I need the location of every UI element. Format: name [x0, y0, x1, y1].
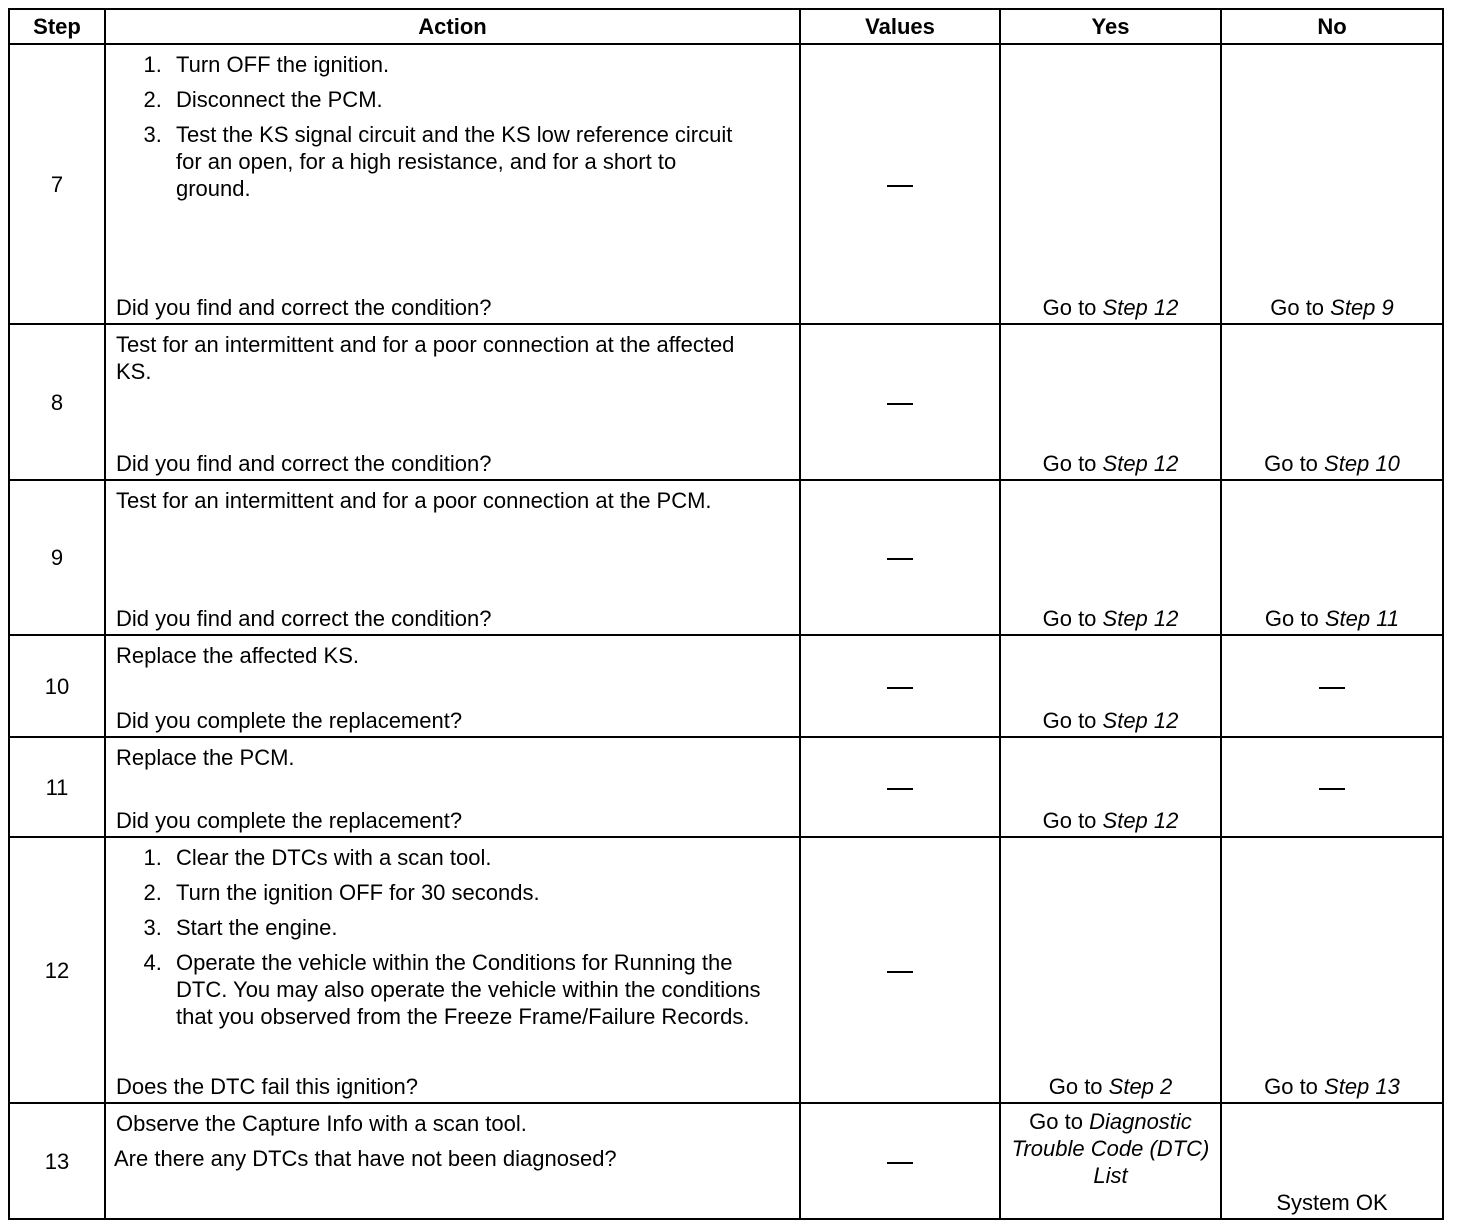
header-step: Step: [9, 9, 105, 44]
no-step-link[interactable]: Step 9: [1330, 295, 1394, 320]
action-question: Did you complete the replacement?: [116, 808, 463, 833]
table-row: [9, 837, 1443, 1103]
list-item: 2. Disconnect the PCM.: [168, 86, 789, 113]
no-cell: [1221, 737, 1443, 837]
table-row: [9, 44, 1443, 324]
no-prefix: Go to: [1264, 606, 1325, 631]
dash-mark: [887, 971, 913, 973]
header-no: No: [1221, 9, 1443, 44]
values-cell: [800, 480, 1000, 635]
dash-mark: [887, 403, 913, 405]
no-prefix: Go to: [1264, 1074, 1325, 1099]
yes-cell: [1000, 837, 1221, 1103]
no-step-link[interactable]: Step 13: [1324, 1074, 1400, 1099]
diagnostic-table: [8, 8, 1444, 1220]
list-item: 2. Turn the ignition OFF for 30 seconds.: [168, 879, 789, 906]
step-number: 11: [9, 737, 105, 837]
yes-step-link[interactable]: Step 12: [1102, 708, 1179, 733]
yes-step-link[interactable]: Step 12: [1102, 606, 1179, 631]
action-question: Did you find and correct the condition?: [116, 606, 492, 631]
action-text: Observe the Capture Info with a scan tool.: [116, 1111, 527, 1136]
no-step-link[interactable]: Step 11: [1324, 606, 1400, 631]
yes-step-link[interactable]: Step 12: [1102, 808, 1179, 833]
yes-cell: [1000, 44, 1221, 324]
yes-step-link[interactable]: Step 12: [1102, 295, 1179, 320]
table-row: [9, 635, 1443, 737]
table-row: [9, 1103, 1443, 1219]
dash-mark: [1319, 788, 1345, 790]
action-list: [116, 844, 789, 1030]
action-question: Did you complete the replacement?: [116, 708, 463, 733]
no-cell: [1221, 480, 1443, 635]
yes-cell: [1000, 1103, 1221, 1219]
action-text: Test for an intermittent and for a poor connection at the PCM.: [116, 488, 712, 513]
dash-mark: [887, 185, 913, 187]
yes-dtc-list-link[interactable]: Diagnostic Trouble Code (DTC) List: [1011, 1109, 1210, 1188]
dash-mark: [887, 788, 913, 790]
values-cell: [800, 1103, 1000, 1219]
header-values: Values: [800, 9, 1000, 44]
dash-mark: [887, 1162, 913, 1164]
action-text: Replace the affected KS.: [116, 643, 359, 668]
list-item: 1. Turn OFF the ignition.: [168, 51, 789, 78]
yes-cell: [1000, 324, 1221, 480]
system-ok-text: System OK: [1276, 1190, 1388, 1215]
list-item: 3. Test the KS signal circuit and the KS low reference circuit for an open, for a high resistance, and for a short to ground.: [168, 121, 749, 202]
action-cell: [105, 324, 800, 480]
yes-cell: [1000, 737, 1221, 837]
yes-step-link[interactable]: Step 2: [1108, 1074, 1173, 1099]
action-cell: [105, 737, 800, 837]
action-question: Does the DTC fail this ignition?: [116, 1074, 419, 1099]
no-cell: [1221, 837, 1443, 1103]
yes-step-link[interactable]: Step 12: [1102, 451, 1179, 476]
action-cell: [105, 837, 800, 1103]
dash-mark: [1319, 687, 1345, 689]
dash-mark: [887, 687, 913, 689]
table-row: [9, 324, 1443, 480]
action-question: Did you find and correct the condition?: [116, 295, 492, 320]
step-number: 7: [9, 44, 105, 324]
values-cell: [800, 324, 1000, 480]
action-question: Did you find and correct the condition?: [116, 451, 492, 476]
list-item: 4. Operate the vehicle within the Conditions for Running the DTC. You may also operate the vehicle within the conditions that you observed from the Freeze Frame/Failure Records.: [168, 949, 789, 1030]
yes-prefix: Go to: [1048, 1074, 1109, 1099]
step-number: 10: [9, 635, 105, 737]
step-number: 8: [9, 324, 105, 480]
no-cell: [1221, 44, 1443, 324]
table-header-row: [9, 9, 1443, 44]
yes-prefix: Go to: [1042, 451, 1103, 476]
step-number: 12: [9, 837, 105, 1103]
list-item: 3. Start the engine.: [168, 914, 789, 941]
yes-prefix: Go to: [1042, 708, 1103, 733]
values-cell: [800, 44, 1000, 324]
no-cell: [1221, 1103, 1443, 1219]
dash-mark: [887, 558, 913, 560]
table-row: [9, 480, 1443, 635]
table-row: [9, 737, 1443, 837]
step-number: 9: [9, 480, 105, 635]
values-cell: [800, 737, 1000, 837]
action-cell: [105, 1103, 800, 1219]
step-number: 13: [9, 1103, 105, 1219]
no-step-link[interactable]: Step 10: [1324, 451, 1400, 476]
no-cell: [1221, 635, 1443, 737]
action-cell: [105, 635, 800, 737]
action-list: [116, 51, 789, 202]
yes-prefix: Go to: [1042, 808, 1103, 833]
list-item: 1. Clear the DTCs with a scan tool.: [168, 844, 789, 871]
action-text: Test for an intermittent and for a poor connection at the affected KS.: [116, 332, 735, 384]
yes-prefix: Go to: [1042, 606, 1103, 631]
no-prefix: Go to: [1270, 295, 1331, 320]
header-yes: Yes: [1000, 9, 1221, 44]
no-prefix: Go to: [1264, 451, 1325, 476]
action-text: Replace the PCM.: [116, 745, 295, 770]
action-cell: [105, 480, 800, 635]
values-cell: [800, 635, 1000, 737]
yes-cell: [1000, 480, 1221, 635]
action-cell: [105, 44, 800, 324]
header-action: Action: [105, 9, 800, 44]
yes-prefix: Go to: [1029, 1109, 1090, 1134]
yes-cell: [1000, 635, 1221, 737]
action-question: Are there any DTCs that have not been diagnosed?: [114, 1146, 617, 1171]
no-cell: [1221, 324, 1443, 480]
yes-prefix: Go to: [1042, 295, 1103, 320]
values-cell: [800, 837, 1000, 1103]
